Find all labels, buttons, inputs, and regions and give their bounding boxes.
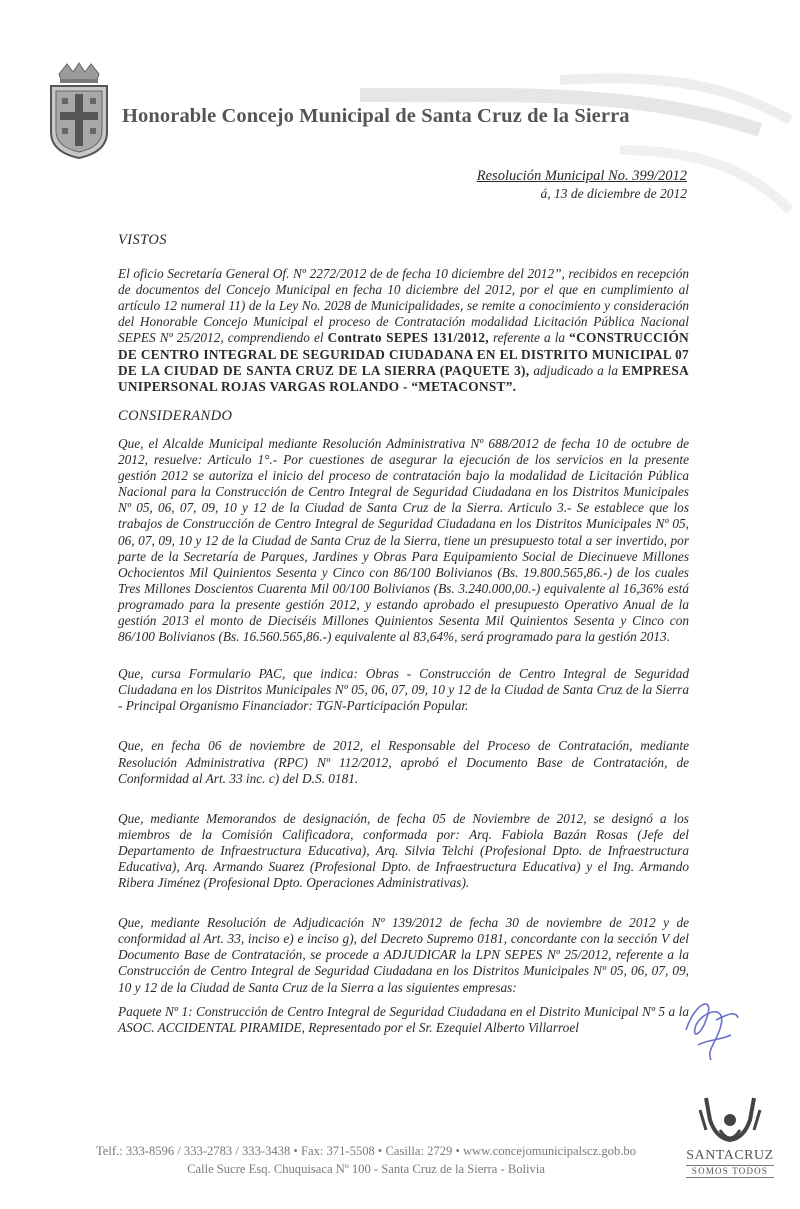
header-swoosh <box>0 0 800 260</box>
santa-cruz-logo <box>686 1090 774 1182</box>
vistos-heading: VISTOS <box>118 232 167 248</box>
company-name: EMPRESA UNIPERSONAL ROJAS VARGAS ROLANDO - “METACONST”. <box>118 362 690 394</box>
considerando-paragraph-4: Que, mediante Memorandos de designación, de fecha 05 de Noviembre de 2012, se designó a los miembros de la Comisión Calificadora, conformada por: Arq. Fabiola Bazán Rosas (Jefe del Departamento de Infraestructura Educativa), Arq. Silvia Telchi (Profesional Dpto. de Infraestructura Educativa), Arq. Armando Suarez (Profesional Dpto. de Infraestructura Educativa) y el Ing. Armando Ribera Jiménez (Profesional Dpto. Operaciones Administrativas). <box>118 810 689 891</box>
page-footer <box>46 1142 686 1178</box>
organization-title: Honorable Concejo Municipal de Santa Cruz de la Sierra <box>122 105 630 127</box>
considerando-paragraph-6: Paquete Nº 1: Construcción de Centro Integral de Seguridad Ciudadana en el Distrito Municipal Nº 5 a la ASOC. ACCIDENTAL PIRAMIDE, Representado por el Sr. Ezequiel Alberto Villarroel <box>118 1003 689 1035</box>
considerando-paragraph-3: Que, en fecha 06 de noviembre de 2012, el Responsable del Proceso de Contratación, mediante Resolución Administrativa (RPC) Nº 112/2012, aprobó el Documento Base de Contratación, de Conformidad al Art. 33 inc. c) del D.S. 0181. <box>118 738 689 786</box>
coat-of-arms-icon <box>47 60 111 160</box>
resolution-title: Resolución Municipal No. 399/2012 <box>476 168 687 184</box>
project-name: “CONSTRUCCIÓN DE CENTRO INTEGRAL DE SEGURIDAD CIUDADANA EN EL DISTRITO MUNICIPAL 07 DE LA CIUDAD DE SANTA CRUZ DE LA SIERRA (PAQUETE 3), <box>118 330 690 378</box>
document-body <box>118 232 689 1036</box>
signature-icon <box>676 990 746 1070</box>
considerando-paragraph-2: Que, cursa Formulario PAC, que indica: Obras - Construcción de Centro Integral de Seguridad Ciudadana en los Distritos Municipales Nº 05, 06, 07, 09, 10 y 12 de la Ciudad de Santa Cruz de la Sierra - Principal Organismo Financiador: TGN-Participación Popular. <box>118 666 689 714</box>
considerando-heading: CONSIDERANDO <box>118 407 233 424</box>
contract-reference: Contrato SEPES 131/2012, <box>327 330 489 346</box>
considerando-paragraph-1: Que, el Alcalde Municipal mediante Resolución Administrativa Nº 688/2012 de fecha 10 de octubre de 2012, resuelve: Articulo 1°.- Por cuestiones de asegurar la ejecución de los servicios en la presente gestión 2012 se autoriza el inicio del proceso de contratación bajo la modalidad de Licitación Pública Nacional para la Construcción de Centro Integral de Seguridad Ciudadana en los Distritos Municipales Nº 05, 06, 07, 09, 10 y 12 de la Ciudad de Santa Cruz de la Sierra. Articulo 3.- Se establece que los trabajos de Construcción de Centro Integral de Seguridad Ciudadana en los Distritos Municipales Nº 05, 06, 07, 09, 10 y 12 de la Ciudad de Santa Cruz de la Sierra, tiene un presupuesto total a ser invertido, por parte de la Secretaría de Parques, Jardines y Obras Para Equipamiento Social de Diecinueve Millones Ochocientos Mil Quinientos Sesenta y Cinco con 86/100 Bolivianos (Bs. 19.800.565,86.-) de los cuales Tres Millones Doscientos Cuarenta Mil 00/100 Bolivianos (Bs. 3.240.000,00.-) equivalente al 16,36% está programado para la presente gestión 2012, y estando aprobado el presupuesto Operativo Anual de la gestión 2013 el monto de Dieciséis Millones Quinientos Sesenta Mil Quinientos Sesenta y Cinco con 86/100 Bolivianos (Bs. 16.560.565,86.-) equivalente al 83,64%, será programado para la gestión 2013. <box>118 435 689 645</box>
logo-tagline: SOMOS TODOS <box>686 1165 774 1178</box>
vistos-text-1: El oficio Secretaría General Of. Nº 2272/2012 de de fecha 10 diciembre del 2012”, recibidos en recepción de documentos del Concejo Municipal en fecha 10 diciembre del 2012, por el que en cumplimiento al artículo 12 numeral 11) de la Ley No. 2028 de Municipalidades, se remite a conocimiento y consideración del Honorable Concejo Municipal el proceso de Contratación modalidad Licitación Pública Nacional SEPES Nº 25/2012, comprendiendo el <box>118 266 689 346</box>
resolution-block <box>477 168 687 202</box>
considerando-paragraph-5: Que, mediante Resolución de Adjudicación Nº 139/2012 de fecha 30 de noviembre de 2012 y de conformidad al Art. 33, inciso e) e inciso g), del Decreto Supremo 0181, concordante con la sección V del Documento Base de Contratación, se procede a ADJUDICAR la LPN SEPES Nº 25/2012, referente a la Construcción de Centro Integral de Seguridad Ciudadana en los Distritos Municipales Nº 05, 06, 07, 09, 10 y 12 de la Ciudad de Santa Cruz de la Sierra a las siguientes empresas: <box>118 915 689 995</box>
vistos-text-2: referente a la <box>492 330 566 346</box>
logo-name: SANTACRUZ <box>686 1148 774 1163</box>
resolution-date: á, 13 de diciembre de 2012 <box>540 186 687 201</box>
santa-cruz-emblem-icon <box>686 1090 774 1150</box>
vistos-text-3: adjudicado a la <box>533 362 618 378</box>
footer-address: Calle Sucre Esq. Chuquisaca Nº 100 - Santa Cruz de la Sierra - Bolivia <box>187 1162 545 1176</box>
footer-contact: Telf.: 333-8596 / 333-2783 / 333-3438 • Fax: 371-5508 • Casilla: 2729 • www.concejomunicipalscz.gob.bo <box>95 1144 637 1158</box>
vistos-paragraph <box>118 266 689 395</box>
